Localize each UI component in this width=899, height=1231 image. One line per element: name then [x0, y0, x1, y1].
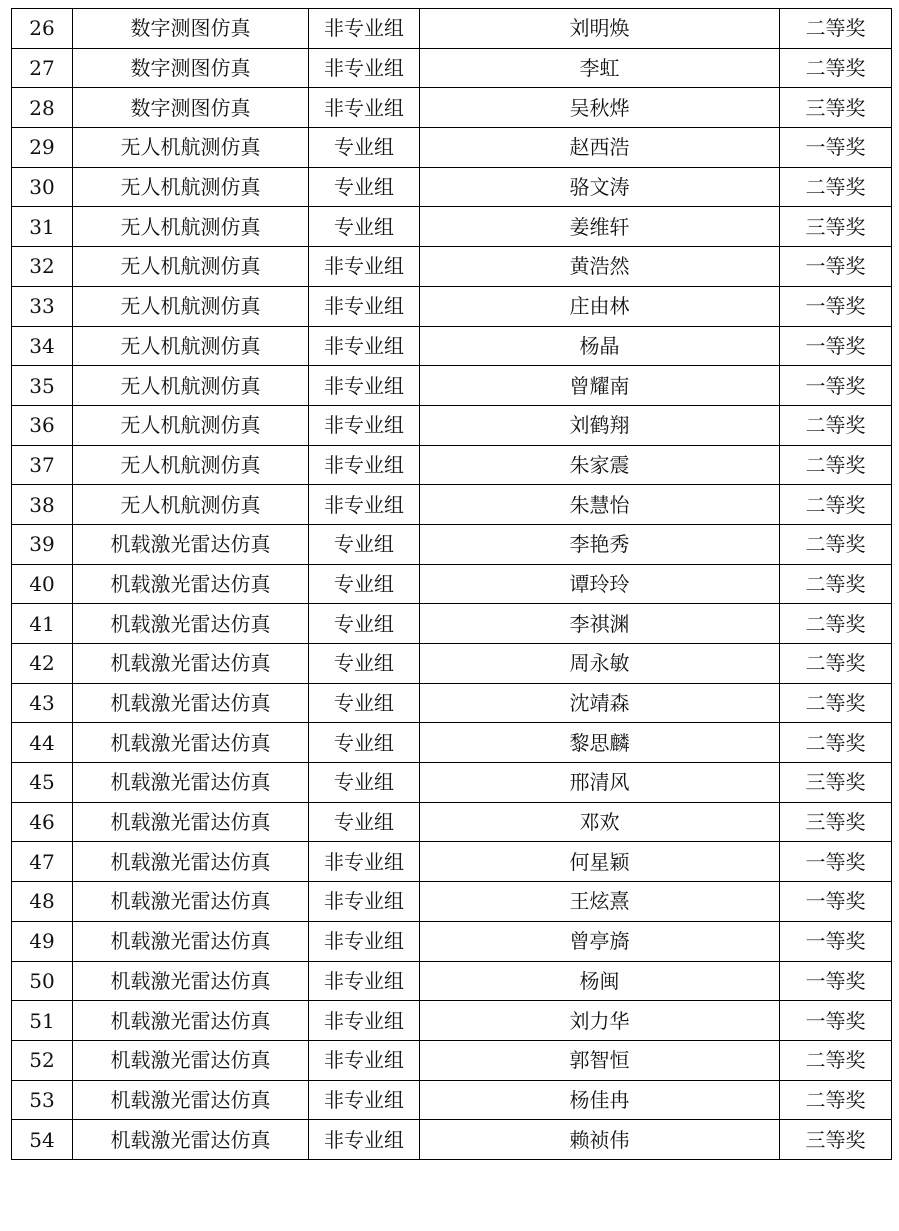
award-level-cell: 三等奖 — [780, 88, 892, 128]
table-row — [12, 723, 892, 763]
group-cell: 非专业组 — [309, 882, 420, 922]
row-number-cell: 28 — [12, 88, 73, 128]
group-cell: 专业组 — [309, 802, 420, 842]
competition-item-cell: 机载激光雷达仿真 — [73, 882, 309, 922]
row-number-cell: 53 — [12, 1080, 73, 1120]
row-number-cell: 30 — [12, 167, 73, 207]
group-cell: 专业组 — [309, 207, 420, 247]
group-cell: 非专业组 — [309, 485, 420, 525]
award-level-cell: 二等奖 — [780, 683, 892, 723]
participant-name-cell: 刘力华 — [420, 1001, 780, 1041]
award-level-cell: 三等奖 — [780, 763, 892, 803]
table-row — [12, 485, 892, 525]
row-number-cell: 33 — [12, 286, 73, 326]
competition-item-cell: 数字测图仿真 — [73, 9, 309, 49]
table-row — [12, 405, 892, 445]
award-level-cell: 二等奖 — [780, 167, 892, 207]
participant-name-cell: 杨佳冉 — [420, 1080, 780, 1120]
table-row — [12, 88, 892, 128]
group-cell: 非专业组 — [309, 1040, 420, 1080]
competition-item-cell: 无人机航测仿真 — [73, 247, 309, 287]
row-number-cell: 43 — [12, 683, 73, 723]
competition-item-cell: 无人机航测仿真 — [73, 207, 309, 247]
row-number-cell: 27 — [12, 48, 73, 88]
participant-name-cell: 李祺渊 — [420, 604, 780, 644]
award-level-cell: 二等奖 — [780, 48, 892, 88]
participant-name-cell: 刘明焕 — [420, 9, 780, 49]
participant-name-cell: 谭玲玲 — [420, 564, 780, 604]
row-number-cell: 47 — [12, 842, 73, 882]
group-cell: 非专业组 — [309, 88, 420, 128]
participant-name-cell: 朱慧怡 — [420, 485, 780, 525]
group-cell: 专业组 — [309, 683, 420, 723]
participant-name-cell: 周永敏 — [420, 644, 780, 684]
participant-name-cell: 邢清风 — [420, 763, 780, 803]
award-level-cell: 一等奖 — [780, 921, 892, 961]
competition-item-cell: 机载激光雷达仿真 — [73, 644, 309, 684]
table-row — [12, 644, 892, 684]
row-number-cell: 40 — [12, 564, 73, 604]
participant-name-cell: 曾亭旖 — [420, 921, 780, 961]
table-row — [12, 9, 892, 49]
group-cell: 专业组 — [309, 167, 420, 207]
participant-name-cell: 黄浩然 — [420, 247, 780, 287]
row-number-cell: 54 — [12, 1120, 73, 1160]
group-cell: 专业组 — [309, 723, 420, 763]
award-level-cell: 二等奖 — [780, 445, 892, 485]
award-level-cell: 一等奖 — [780, 1001, 892, 1041]
competition-item-cell: 无人机航测仿真 — [73, 445, 309, 485]
row-number-cell: 31 — [12, 207, 73, 247]
participant-name-cell: 王炫熹 — [420, 882, 780, 922]
award-level-cell: 三等奖 — [780, 802, 892, 842]
table-row — [12, 247, 892, 287]
award-level-cell: 二等奖 — [780, 723, 892, 763]
group-cell: 非专业组 — [309, 842, 420, 882]
table-row — [12, 961, 892, 1001]
table-row — [12, 683, 892, 723]
table-row — [12, 445, 892, 485]
table-row — [12, 604, 892, 644]
table-row — [12, 1040, 892, 1080]
award-level-cell: 一等奖 — [780, 366, 892, 406]
group-cell: 专业组 — [309, 604, 420, 644]
table-row — [12, 842, 892, 882]
competition-item-cell: 无人机航测仿真 — [73, 167, 309, 207]
award-level-cell: 二等奖 — [780, 9, 892, 49]
competition-item-cell: 机载激光雷达仿真 — [73, 1120, 309, 1160]
award-level-cell: 二等奖 — [780, 485, 892, 525]
group-cell: 非专业组 — [309, 286, 420, 326]
award-level-cell: 三等奖 — [780, 207, 892, 247]
row-number-cell: 45 — [12, 763, 73, 803]
row-number-cell: 26 — [12, 9, 73, 49]
row-number-cell: 34 — [12, 326, 73, 366]
row-number-cell: 36 — [12, 405, 73, 445]
participant-name-cell: 杨闽 — [420, 961, 780, 1001]
row-number-cell: 51 — [12, 1001, 73, 1041]
table-row — [12, 1120, 892, 1160]
competition-item-cell: 机载激光雷达仿真 — [73, 604, 309, 644]
row-number-cell: 44 — [12, 723, 73, 763]
competition-item-cell: 无人机航测仿真 — [73, 286, 309, 326]
competition-item-cell: 无人机航测仿真 — [73, 405, 309, 445]
award-level-cell: 一等奖 — [780, 286, 892, 326]
competition-item-cell: 无人机航测仿真 — [73, 485, 309, 525]
competition-item-cell: 无人机航测仿真 — [73, 128, 309, 168]
competition-item-cell: 机载激光雷达仿真 — [73, 763, 309, 803]
participant-name-cell: 姜维轩 — [420, 207, 780, 247]
participant-name-cell: 朱家震 — [420, 445, 780, 485]
competition-item-cell: 无人机航测仿真 — [73, 326, 309, 366]
row-number-cell: 41 — [12, 604, 73, 644]
award-level-cell: 二等奖 — [780, 604, 892, 644]
award-level-cell: 一等奖 — [780, 326, 892, 366]
competition-item-cell: 机载激光雷达仿真 — [73, 723, 309, 763]
group-cell: 专业组 — [309, 564, 420, 604]
award-level-cell: 一等奖 — [780, 247, 892, 287]
competition-item-cell: 无人机航测仿真 — [73, 366, 309, 406]
group-cell: 非专业组 — [309, 326, 420, 366]
row-number-cell: 46 — [12, 802, 73, 842]
table-row — [12, 207, 892, 247]
award-level-cell: 一等奖 — [780, 961, 892, 1001]
row-number-cell: 50 — [12, 961, 73, 1001]
competition-item-cell: 机载激光雷达仿真 — [73, 1001, 309, 1041]
participant-name-cell: 沈靖森 — [420, 683, 780, 723]
row-number-cell: 37 — [12, 445, 73, 485]
group-cell: 专业组 — [309, 524, 420, 564]
participant-name-cell: 吴秋烨 — [420, 88, 780, 128]
competition-item-cell: 机载激光雷达仿真 — [73, 1040, 309, 1080]
row-number-cell: 29 — [12, 128, 73, 168]
table-row — [12, 1001, 892, 1041]
table-row — [12, 802, 892, 842]
participant-name-cell: 曾耀南 — [420, 366, 780, 406]
table-row — [12, 286, 892, 326]
group-cell: 非专业组 — [309, 247, 420, 287]
awards-table-body — [12, 9, 892, 1160]
awards-table — [11, 8, 892, 1160]
row-number-cell: 39 — [12, 524, 73, 564]
group-cell: 非专业组 — [309, 1080, 420, 1120]
competition-item-cell: 数字测图仿真 — [73, 88, 309, 128]
group-cell: 非专业组 — [309, 1001, 420, 1041]
participant-name-cell: 刘鹤翔 — [420, 405, 780, 445]
award-level-cell: 一等奖 — [780, 882, 892, 922]
competition-item-cell: 机载激光雷达仿真 — [73, 921, 309, 961]
award-level-cell: 三等奖 — [780, 1120, 892, 1160]
table-row — [12, 763, 892, 803]
award-level-cell: 二等奖 — [780, 564, 892, 604]
group-cell: 专业组 — [309, 644, 420, 684]
award-level-cell: 二等奖 — [780, 644, 892, 684]
participant-name-cell: 黎思麟 — [420, 723, 780, 763]
group-cell: 非专业组 — [309, 48, 420, 88]
table-row — [12, 524, 892, 564]
group-cell: 非专业组 — [309, 921, 420, 961]
competition-item-cell: 机载激光雷达仿真 — [73, 683, 309, 723]
group-cell: 非专业组 — [309, 1120, 420, 1160]
award-level-cell: 二等奖 — [780, 524, 892, 564]
group-cell: 非专业组 — [309, 445, 420, 485]
table-row — [12, 564, 892, 604]
row-number-cell: 52 — [12, 1040, 73, 1080]
row-number-cell: 48 — [12, 882, 73, 922]
participant-name-cell: 何星颖 — [420, 842, 780, 882]
group-cell: 专业组 — [309, 128, 420, 168]
table-row — [12, 326, 892, 366]
table-row — [12, 128, 892, 168]
participant-name-cell: 杨晶 — [420, 326, 780, 366]
participant-name-cell: 郭智恒 — [420, 1040, 780, 1080]
group-cell: 非专业组 — [309, 9, 420, 49]
table-row — [12, 882, 892, 922]
table-row — [12, 1080, 892, 1120]
row-number-cell: 35 — [12, 366, 73, 406]
table-row — [12, 167, 892, 207]
award-level-cell: 一等奖 — [780, 842, 892, 882]
group-cell: 非专业组 — [309, 961, 420, 1001]
participant-name-cell: 李虹 — [420, 48, 780, 88]
table-row — [12, 366, 892, 406]
competition-item-cell: 机载激光雷达仿真 — [73, 842, 309, 882]
participant-name-cell: 庄由林 — [420, 286, 780, 326]
award-level-cell: 二等奖 — [780, 405, 892, 445]
award-level-cell: 二等奖 — [780, 1040, 892, 1080]
participant-name-cell: 李艳秀 — [420, 524, 780, 564]
participant-name-cell: 赖祯伟 — [420, 1120, 780, 1160]
competition-item-cell: 机载激光雷达仿真 — [73, 524, 309, 564]
row-number-cell: 32 — [12, 247, 73, 287]
table-row — [12, 48, 892, 88]
row-number-cell: 42 — [12, 644, 73, 684]
competition-item-cell: 数字测图仿真 — [73, 48, 309, 88]
participant-name-cell: 邓欢 — [420, 802, 780, 842]
award-level-cell: 二等奖 — [780, 1080, 892, 1120]
participant-name-cell: 赵西浩 — [420, 128, 780, 168]
participant-name-cell: 骆文涛 — [420, 167, 780, 207]
award-level-cell: 一等奖 — [780, 128, 892, 168]
group-cell: 非专业组 — [309, 366, 420, 406]
group-cell: 非专业组 — [309, 405, 420, 445]
competition-item-cell: 机载激光雷达仿真 — [73, 961, 309, 1001]
row-number-cell: 49 — [12, 921, 73, 961]
group-cell: 专业组 — [309, 763, 420, 803]
row-number-cell: 38 — [12, 485, 73, 525]
competition-item-cell: 机载激光雷达仿真 — [73, 802, 309, 842]
competition-item-cell: 机载激光雷达仿真 — [73, 564, 309, 604]
competition-item-cell: 机载激光雷达仿真 — [73, 1080, 309, 1120]
table-row — [12, 921, 892, 961]
